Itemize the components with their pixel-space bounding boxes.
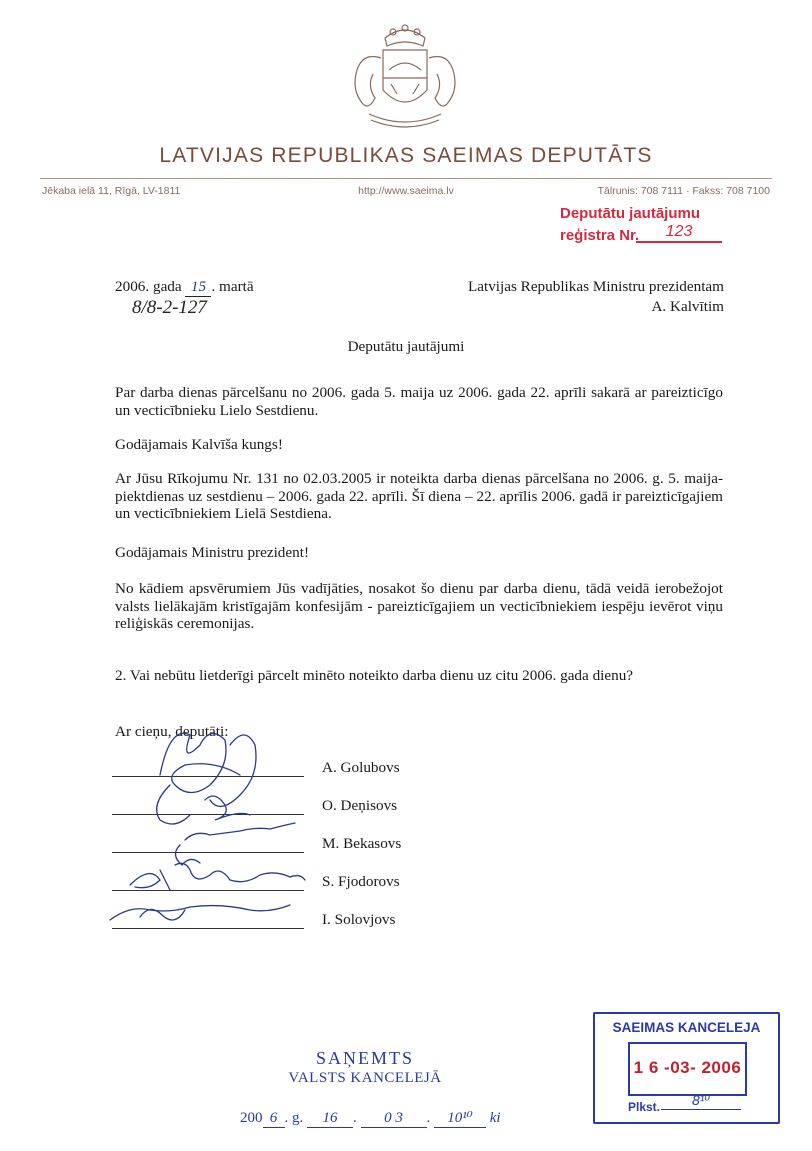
signer-name: I. Solovjovs xyxy=(322,911,396,928)
received-stamp-office: VALSTS KANCELEJĀ xyxy=(288,1070,442,1086)
question-2: 2. Vai nebūtu lietderīgi pārcelt minēto noteikto darba dienu uz citu 2006. gada dienu? xyxy=(115,667,634,684)
registration-label-line2: reģistra Nr. xyxy=(560,227,640,244)
received-g-label: . g. xyxy=(284,1110,304,1126)
signer-name: O. Deņisovs xyxy=(322,797,398,814)
saeima-stamp-time-value: 8¹⁰ xyxy=(661,1092,741,1110)
received-stamp-date: 200 6 . g. 16 . 0 3 . 10¹⁰ ki xyxy=(240,1110,501,1126)
greeting-1: Godājamais Kalvīša kungs! xyxy=(115,436,283,453)
letterhead-divider xyxy=(40,178,772,179)
signer-name: S. Fjodorovs xyxy=(322,873,400,890)
addressee-line1: Latvijas Republikas Ministru prezidentam xyxy=(467,278,724,295)
signature-intro: Ar cieņu, deputāti: xyxy=(115,723,229,740)
saeima-office-stamp xyxy=(593,1012,780,1124)
received-year-digit: 6 xyxy=(263,1110,285,1128)
greeting-2: Godājamais Ministru prezident! xyxy=(115,544,310,561)
signer-name: A. Golubovs xyxy=(322,759,400,776)
received-stamp-title: SAŅEMTS xyxy=(315,1048,414,1068)
letterhead-phone: Tālrunis: 708 7111 · Fakss: 708 7100 xyxy=(597,185,770,197)
registration-number: 123 xyxy=(636,223,722,243)
registration-label-line1: Deputātu jautājumu xyxy=(560,205,701,222)
letterhead-title: LATVIJAS REPUBLIKAS SAEIMAS DEPUTĀTS xyxy=(159,144,653,167)
signer-name: M. Bekasovs xyxy=(322,835,402,852)
saeima-stamp-time-label: Plkst. xyxy=(628,1100,661,1114)
handwritten-signatures xyxy=(90,705,330,945)
question-1: No kādiem apsvērumiem Jūs vadījāties, nosakot šo dienu par darba dienu, tādā veidā ierobežojot valsts lielākajām kristīgajām konfesijām - pareizticīgajiem un vecticībniekiem iespēju ievērot viņu reliģiskās ceremonijas. xyxy=(115,580,723,632)
letterhead-website: http://www.saeima.lv xyxy=(358,185,454,197)
letter-date xyxy=(115,278,254,297)
subject-paragraph: Par darba dienas pārcelšanu no 2006. gada 5. maija uz 2006. gada 22. aprīli sakarā ar pareizticīgo un vecticībnieku Lielo Sestdienu. xyxy=(115,384,723,419)
reference-number: 8/8-2-127 xyxy=(132,297,207,318)
received-day: 16 xyxy=(307,1110,353,1128)
registration-stamp xyxy=(560,205,740,255)
received-month: 0 3 xyxy=(361,1110,427,1128)
saeima-stamp-title: SAEIMAS KANCELEJA xyxy=(612,1020,761,1035)
saeima-stamp-datebox xyxy=(628,1042,747,1096)
addressee-line2: A. Kalvītim xyxy=(651,298,724,315)
received-initials: ki xyxy=(489,1110,501,1126)
received-time: 10¹⁰ xyxy=(434,1108,486,1128)
date-suffix: . martā xyxy=(211,278,254,295)
letterhead-address: Jēkaba ielā 11, Rīgā, LV-1811 xyxy=(42,185,181,197)
date-prefix: 2006. gada xyxy=(115,278,182,295)
main-paragraph: Ar Jūsu Rīkojumu Nr. 131 no 02.03.2005 ir noteikta darba dienas pārcelšana no 2006. g. 5. maija-piektdienas uz sestdienu – 2006. gada 22. aprīli. Šī diena – 22. aprīlis 2006. gadā ir pareizticīgajiem un vecticībniekiem Lielā Sestdiena. xyxy=(115,470,723,522)
date-day: 15 xyxy=(185,278,211,297)
received-year-prefix: 200 xyxy=(240,1110,263,1126)
coat-of-arms-emblem xyxy=(335,18,475,136)
document-title: Deputātu jautājumi xyxy=(347,338,465,355)
saeima-stamp-date: 1 6 -03- 2006 xyxy=(633,1058,742,1077)
